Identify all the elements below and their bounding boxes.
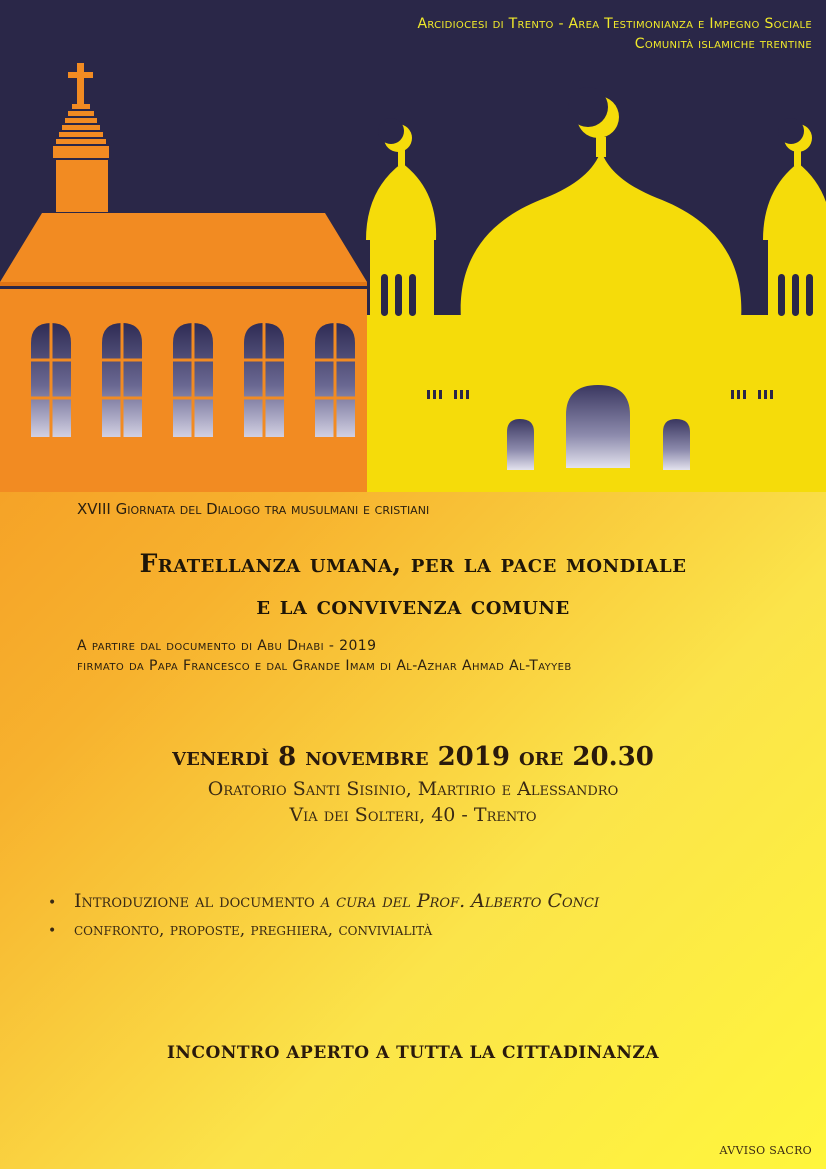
organizer-line-2: Comunità islamiche trentine <box>634 36 812 52</box>
open-to-all-notice: INCONTRO APERTO A TUTTA LA CITTADINANZA <box>166 1043 660 1063</box>
document-line-1: A partire dal documento di Abu Dhabi - 2019 <box>77 638 377 654</box>
left-minaret <box>366 150 436 330</box>
event-date: venerdì 8 novembre 2019 ore 20.30 <box>172 742 654 772</box>
main-title-line-1: Fratellanza umana, per la pace mondiale <box>139 549 687 578</box>
document-line-2: firmato da Papa Francesco e dal Grande Imam di Al-Azhar Ahmad Al-Tayyeb <box>77 658 572 674</box>
church <box>0 63 367 492</box>
church-window <box>102 323 142 437</box>
mosque-door <box>566 385 630 468</box>
crescent-icon <box>568 87 619 138</box>
church-window <box>31 323 71 437</box>
illustration <box>0 0 826 492</box>
steeple <box>53 104 109 212</box>
event-address: Via dei Solteri, 40 - Trento <box>289 804 537 826</box>
program-item-text: confronto, proposte, preghiera, convivialità <box>74 920 433 940</box>
cross-icon <box>68 63 93 105</box>
program-list <box>48 890 599 948</box>
avviso-sacro: AVVISO SACRO <box>719 1144 812 1157</box>
church-window <box>244 323 284 437</box>
speaker-credit: a cura del Prof. Alberto Conci <box>320 890 600 912</box>
mosque-window-right <box>663 419 690 470</box>
crescent-icon <box>378 118 412 152</box>
event-venue: Oratorio Santi Sisinio, Martirio e Alessandro <box>207 778 619 800</box>
organizers <box>417 14 812 54</box>
mosque <box>366 87 826 492</box>
edition-title: XVIII Giornata del Dialogo tra musulmani e cristiani <box>77 500 430 518</box>
program-item <box>48 890 599 920</box>
mosque-window-left <box>507 419 534 470</box>
main-title-line-2: e la convivenza comune <box>256 591 570 620</box>
right-minaret <box>763 150 826 330</box>
bullet-icon: • <box>48 923 57 939</box>
church-window <box>173 323 213 437</box>
organizer-line-1: Arcidiocesi di Trento - Area Testimonianza e Impegno Sociale <box>417 16 812 32</box>
program-item <box>48 920 599 948</box>
crescent-icon <box>778 118 812 152</box>
church-window <box>315 323 355 437</box>
main-dome <box>461 137 742 330</box>
bullet-icon: • <box>48 895 57 911</box>
program-item-text: Introduzione al documento a cura del Prof. Alberto Conci <box>74 890 600 912</box>
